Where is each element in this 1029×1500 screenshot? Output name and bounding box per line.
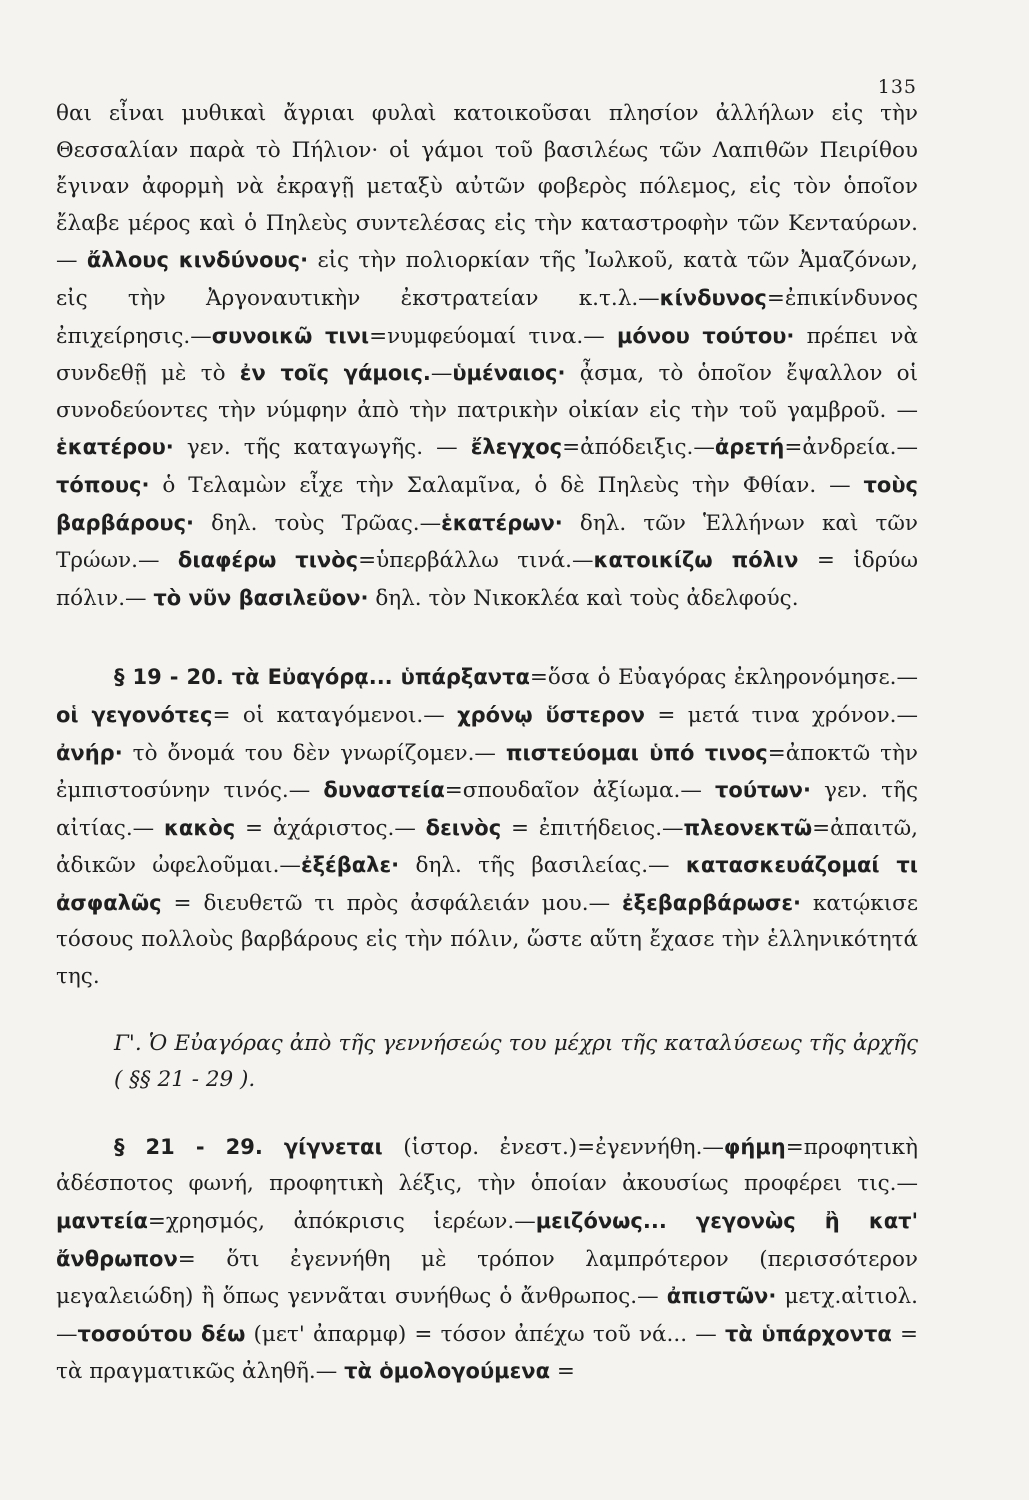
gloss-text: =ὅσα ὁ Εὐαγόρας ἐκληρονόμησε.— xyxy=(529,665,918,691)
paragraph-continuation xyxy=(56,96,918,617)
gloss-text: δηλ. τῆς βασιλείας.— xyxy=(399,853,686,879)
gloss-text: θαι εἶναι μυθικαὶ ἄγριαι φυλαὶ κατοικοῦσαι πλησίον ἀλλήλων εἰς τὴν Θεσσαλίαν παρὰ τὸ Πήλιον· οἱ γάμοι τοῦ βασιλέως τῶν Λαπιθῶν Πειρίθου ἔγιναν ἀφορμὴ νὰ ἐκραγῇ μεταξὺ αὐτῶν φοβερὸς πόλεμος, εἰς τὸν ὁποῖον ἔλαβε μέρος καὶ ὁ Πηλεὺς συντελέσας εἰς τὴν καταστροφὴν τῶν Κενταύρων. — xyxy=(56,101,918,274)
gloss-text: =ἀποκτῶ τὴν ἐμπιστοσύνην τινός.— xyxy=(56,740,918,804)
lemma-term: τούτων· xyxy=(715,778,811,803)
lemma-term: πιστεύομαι ὑπό τινος xyxy=(505,740,768,765)
lemma-term: κατασκευάζομαί τι ἀσφαλῶς xyxy=(56,853,918,915)
chapter-subheading xyxy=(56,1026,918,1099)
lemma-term: κακὸς xyxy=(164,815,236,840)
lemma-term: συνοικῶ τινι xyxy=(211,323,370,348)
gloss-text: =χρησμός, ἀπόκρισις ἱερέων.— xyxy=(147,1209,536,1235)
gloss-text: =προφητικὴ ἀδέσποτος φωνή, προφητικὴ λέξις, τὴν ὁποίαν ἀκουσίως προφέρει τις.— xyxy=(56,1134,918,1197)
lemma-term: τὰ ὁμολογούμενα xyxy=(344,1359,551,1384)
gloss-text: ᾆσμα, τὸ ὁποῖον ἔψαλλον οἱ συνοδεύοντες τὴν νύμφην ἀπὸ τὴν πατρικὴν οἰκίαν εἰς τὴν τοῦ γαμβροῦ. — xyxy=(56,361,919,423)
gloss-text: δηλ. τὸν Νικοκλέα καὶ τοὺς ἀδελφούς. xyxy=(368,585,799,611)
lemma-term: τοσούτου δέω xyxy=(77,1321,246,1346)
lemma-term: οἱ γεγονότες xyxy=(56,702,213,727)
paragraph-section-19-20 xyxy=(56,659,918,995)
gloss-text: =σπουδαῖον ἀξίωμα.— xyxy=(444,778,716,804)
lemma-term: κατοικίζω πόλιν xyxy=(593,548,799,573)
gloss-text: (μετ' ἀπαρμφ) = τόσον ἀπέχω τοῦ νά... — xyxy=(245,1321,725,1347)
gloss-text: =ὑπερβάλλω τινά.— xyxy=(358,548,594,574)
gloss-text: κατῴκισε τόσους πολλοὺς βαρβάρους εἰς τὴν πόλιν, ὥστε αὕτη ἔχασε τὴν ἑλληνικότητά της. xyxy=(56,890,918,990)
gloss-text: = ἀχάριστος.— xyxy=(235,815,426,841)
gloss-text: δηλ. τῶν Ἑλλήνων καὶ τῶν Τρώων.— xyxy=(56,510,918,574)
gloss-text: γεν. τῆς αἰτίας.— xyxy=(56,778,918,841)
gloss-text: = τὰ πραγματικῶς ἀληθῆ.— xyxy=(56,1321,918,1385)
gloss-text: =ἀνδρεία.— xyxy=(784,435,918,461)
lemma-term: ἔλεγχος xyxy=(470,435,563,460)
lemma-term: μειζόνως... γεγονὼς ἢ κατ' ἄνθρωπον xyxy=(56,1209,918,1271)
gloss-text: = διευθετῶ τι πρὸς ἀσφάλειάν μου.— xyxy=(161,890,622,916)
lemma-term: τόπους· xyxy=(56,472,150,497)
page-text xyxy=(56,96,918,1391)
lemma-term: πλεονεκτῶ xyxy=(683,815,813,840)
lemma-term: ἀνήρ· xyxy=(56,740,123,765)
gloss-text: ὁ Τελαμὼν εἶχε τὴν Σαλαμῖνα, ὁ δὲ Πηλεὺς τὴν Φθίαν. — xyxy=(149,472,864,498)
lemma-term: μόνου τούτου· xyxy=(616,323,795,348)
gloss-text: = ἱδρύω πόλιν.— xyxy=(56,548,918,611)
page-number: 135 xyxy=(877,76,917,98)
gloss-text: =ἀπαιτῶ, ἀδικῶν ὠφελοῦμαι.— xyxy=(56,815,918,879)
lemma-term: ἄλλους κινδύνους· xyxy=(86,248,309,273)
lemma-term: μαντεία xyxy=(56,1209,148,1234)
gloss-text: = ὅτι ἐγεννήθη μὲ τρόπον λαμπρότερον (περισσότερον μεγαλειώδη) ἢ ὅπως γεννᾶται συνήθως ὁ ἄνθρωπος.— xyxy=(56,1246,918,1310)
gloss-text: εἰς τὴν πολιορκίαν τῆς Ἰωλκοῦ, κατὰ τῶν Ἀμαζόνων, εἰς τὴν Ἀργοναυτικὴν ἐκστρατείαν κ.τ.λ.— xyxy=(56,248,918,311)
gloss-text: δηλ. τοὺς Τρῶας.— xyxy=(194,510,442,536)
lemma-term: χρόνῳ ὕστερον xyxy=(457,702,645,727)
gloss-text: = μετά τινα χρόνον.— xyxy=(644,702,918,728)
lemma-term: δυναστεία xyxy=(323,778,445,803)
lemma-term: ἐν τοῖς γάμοις. xyxy=(239,361,431,386)
lemma-term: ἑκατέρου· xyxy=(56,435,174,460)
lemma-term: τὸ νῦν βασιλεῦον· xyxy=(153,585,369,610)
lemma-term: ὑμέναιος· xyxy=(452,361,566,386)
gloss-text: =ἐπικίνδυνος ἐπιχείρησις.— xyxy=(56,285,918,349)
lemma-term: ἐξέβαλε· xyxy=(300,853,400,878)
gloss-text: πρέπει νὰ συνδεθῇ μὲ τὸ xyxy=(56,323,918,387)
gloss-text: (ἱστορ. ἐνεστ.)=ἐγεννήθη.— xyxy=(382,1134,724,1160)
gloss-text: μετχ.αἰτιολ.— xyxy=(56,1284,918,1347)
gloss-text: — xyxy=(430,361,453,387)
lemma-term: ἀρετή xyxy=(714,435,785,460)
lemma-term: § 21 - 29. γίγνεται xyxy=(114,1134,383,1159)
lemma-term: δεινὸς xyxy=(425,815,502,840)
lemma-term: ἐξεβαρβάρωσε· xyxy=(621,890,802,915)
gloss-text: =ἀπόδειξις.— xyxy=(562,435,715,461)
paragraph-section-21-29 xyxy=(56,1129,918,1391)
gloss-text: =νυμφεύομαί τινα.— xyxy=(369,323,617,349)
gloss-text: = οἱ καταγόμενοι.— xyxy=(212,702,458,728)
gloss-text: τὸ ὄνομά του δὲν γνωρίζομεν.— xyxy=(122,740,506,766)
lemma-term: φήμη xyxy=(723,1134,786,1159)
gloss-text: Γ'. Ὁ Εὐαγόρας ἀπὸ τῆς γεννήσεώς του μέχρι τῆς καταλύσεως τῆς ἀρχῆς ( §§ 21 - 29 ). xyxy=(114,1030,918,1093)
lemma-term: διαφέρω τινὸς xyxy=(177,548,359,573)
gloss-text: γεν. τῆς καταγωγῆς. — xyxy=(173,435,471,461)
lemma-term: ἑκατέρων· xyxy=(441,510,563,535)
lemma-term: § 19 - 20. τὰ Εὐαγόρᾳ... ὑπάρξαντα xyxy=(114,665,530,690)
gloss-text: = ἐπιτήδειος.— xyxy=(501,815,684,841)
lemma-term: τὰ ὑπάρχοντα xyxy=(724,1321,892,1346)
lemma-term: κίνδυνος xyxy=(659,285,767,310)
lemma-term: ἀπιστῶν· xyxy=(666,1284,777,1309)
gloss-text: = xyxy=(550,1359,575,1385)
lemma-term: τοὺς βαρβάρους· xyxy=(56,472,918,535)
